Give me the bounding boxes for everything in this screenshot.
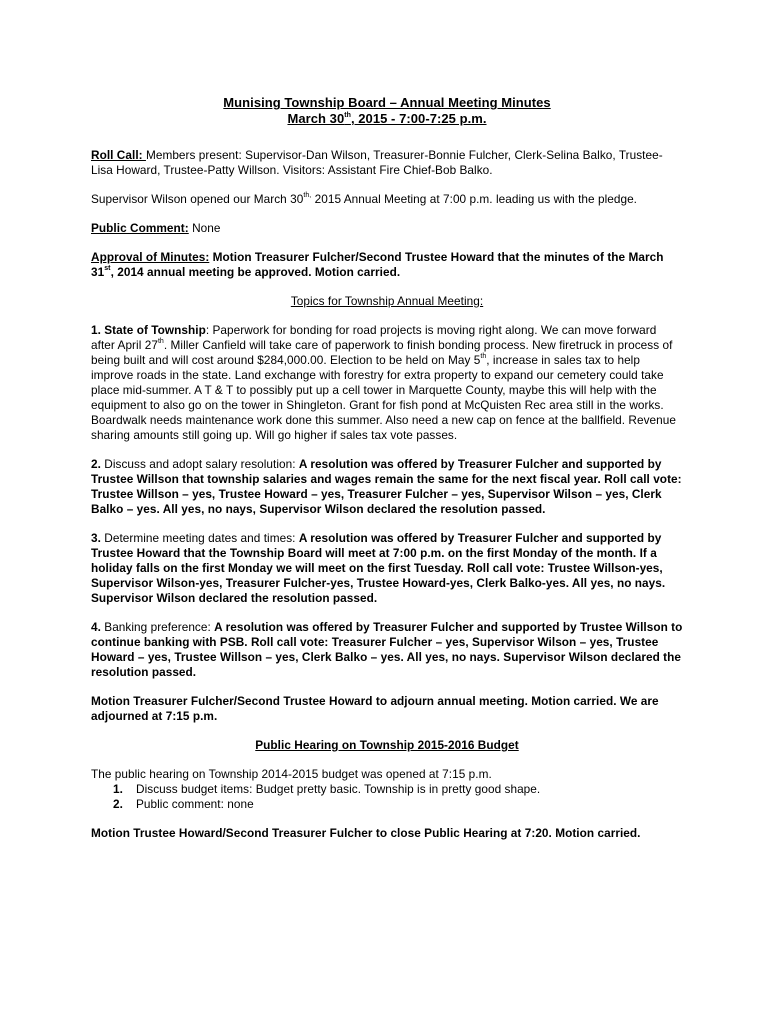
minutes-body	[91, 95, 683, 841]
meeting-num: 3.	[91, 531, 101, 545]
state-sup-1: th	[157, 338, 164, 346]
state-label: 1. State of Township	[91, 323, 206, 337]
roll-call-paragraph	[91, 148, 683, 178]
banking-num: 4.	[91, 620, 101, 634]
date-line	[91, 111, 683, 127]
opening-sup: th,	[303, 192, 312, 200]
approval-text-post: , 2014 annual meeting be approved. Motion carried.	[110, 265, 401, 279]
date-prefix: March 30	[287, 111, 345, 126]
item-banking-preference	[91, 620, 683, 680]
document-title	[91, 95, 683, 127]
title-line: Munising Township Board – Annual Meeting Minutes	[223, 95, 551, 110]
meeting-bold: A resolution was offered by Treasurer Fulcher and supported by Trustee Howard that the Township Board will meet at 7:00 p.m. on the first Monday of the month. If a holiday falls on the first Monday we will meet on the first Tuesday. Roll call vote: Trustee Willson-yes, Supervisor Wilson-yes, Treasurer Fulcher-yes, Trustee Howard-yes, Clerk Balko-yes. All yes, no nays. Supervisor Wilson declared the resolution passed.	[91, 531, 666, 605]
list-item	[91, 797, 683, 812]
list-item-number: 2.	[113, 797, 123, 811]
date-sup: th	[344, 111, 351, 119]
state-text-1: : Paperwork for bonding for road projects is moving right along. We can move forward after April 27	[91, 323, 657, 352]
public-comment-text: None	[188, 221, 221, 235]
adjourn-paragraph	[91, 694, 683, 724]
list-item-text: Public comment: none	[136, 797, 254, 811]
approval-label: Approval of Minutes:	[91, 250, 210, 264]
meeting-plain: Determine meeting dates and times:	[100, 531, 299, 545]
state-text-3: , increase in sales tax to help improve roads in the state. Land exchange with forestry for extra property to expand our cemetery could take place mid-summer. A T & T to possibly put up a cell tower in Marquette County, maybe this will help with the equipment to also go on the tower in Shingleton. Grant for fish pond at McQuisten Rec area still in the works. Boardwalk needs maintenance work done this summer. Also need a new cap on fence at the ballfield. Revenue sharing amounts still going up. Will go higher if sales tax vote passes.	[91, 353, 676, 442]
close-hearing-paragraph	[91, 826, 683, 841]
roll-call-text: Members present: Supervisor-Dan Wilson, Treasurer-Bonnie Fulcher, Clerk-Selina Balko, Trustee-Lisa Howard, Trustee-Patty Willson. Visitors: Assistant Fire Chief-Bob Balko.	[91, 148, 663, 177]
state-sup-2: th	[480, 353, 487, 361]
hearing-heading	[91, 738, 683, 753]
state-text-2: . Miller Canfield will take care of paperwork to finish bonding process. New firetruck in process of being built and will cost around $284,000.00. Election to be held on May 5	[91, 338, 673, 367]
approval-sup: st	[104, 265, 111, 273]
approval-paragraph	[91, 250, 683, 280]
item-meeting-dates	[91, 531, 683, 606]
list-item	[91, 782, 683, 797]
banking-bold: A resolution was offered by Treasurer Fulcher and supported by Trustee Willson to continue banking with PSB. Roll call vote: Treasurer Fulcher – yes, Supervisor Wilson – yes, Trustee Howard – yes, Trustee Willson – yes, Clerk Balko – yes. All yes, no nays. Supervisor Wilson declared the resolution passed.	[91, 620, 683, 679]
roll-call-label: Roll Call:	[91, 148, 146, 162]
public-comment-label: Public Comment:	[91, 221, 189, 235]
close-hearing-text: Motion Trustee Howard/Second Treasurer Fulcher to close Public Hearing at 7:20. Motion carried.	[91, 826, 641, 840]
hearing-items-list	[91, 782, 683, 812]
item-salary-resolution	[91, 457, 683, 517]
opening-pre: Supervisor Wilson opened our March 30	[91, 192, 304, 206]
item-state-of-township	[91, 323, 683, 443]
approval-text-pre: Motion Treasurer Fulcher/Second Trustee Howard that the minutes of the March 31	[91, 250, 664, 279]
public-comment-paragraph	[91, 221, 683, 236]
topics-heading-text: Topics for Township Annual Meeting:	[290, 294, 484, 308]
hearing-open-paragraph: The public hearing on Township 2014-2015 budget was opened at 7:15 p.m.	[91, 767, 492, 781]
list-item-number: 1.	[113, 782, 123, 796]
salary-plain: Discuss and adopt salary resolution:	[100, 457, 299, 471]
opening-post: 2015 Annual Meeting at 7:00 p.m. leading us with the pledge.	[311, 192, 638, 206]
salary-num: 2.	[91, 457, 101, 471]
hearing-heading-text: Public Hearing on Township 2015-2016 Budget	[255, 738, 519, 752]
salary-bold: A resolution was offered by Treasurer Fulcher and supported by Trustee Willson that township salaries and wages remain the same for the next fiscal year. Roll call vote: Trustee Willson – yes, Trustee Howard – yes, Treasurer Fulcher – yes, Supervisor Wilson – yes, Clerk Balko – yes. All yes, no nays, Supervisor Wilson declared the resolution passed.	[91, 457, 682, 516]
adjourn-text: Motion Treasurer Fulcher/Second Trustee Howard to adjourn annual meeting. Motion carried. We are adjourned at 7:15 p.m.	[91, 694, 659, 723]
date-suffix: , 2015 - 7:00-7:25 p.m.	[350, 111, 487, 126]
opening-paragraph	[91, 192, 683, 207]
list-item-text: Discuss budget items: Budget pretty basic. Township is in pretty good shape.	[136, 782, 541, 796]
banking-plain: Banking preference:	[100, 620, 215, 634]
topics-heading	[91, 294, 683, 309]
